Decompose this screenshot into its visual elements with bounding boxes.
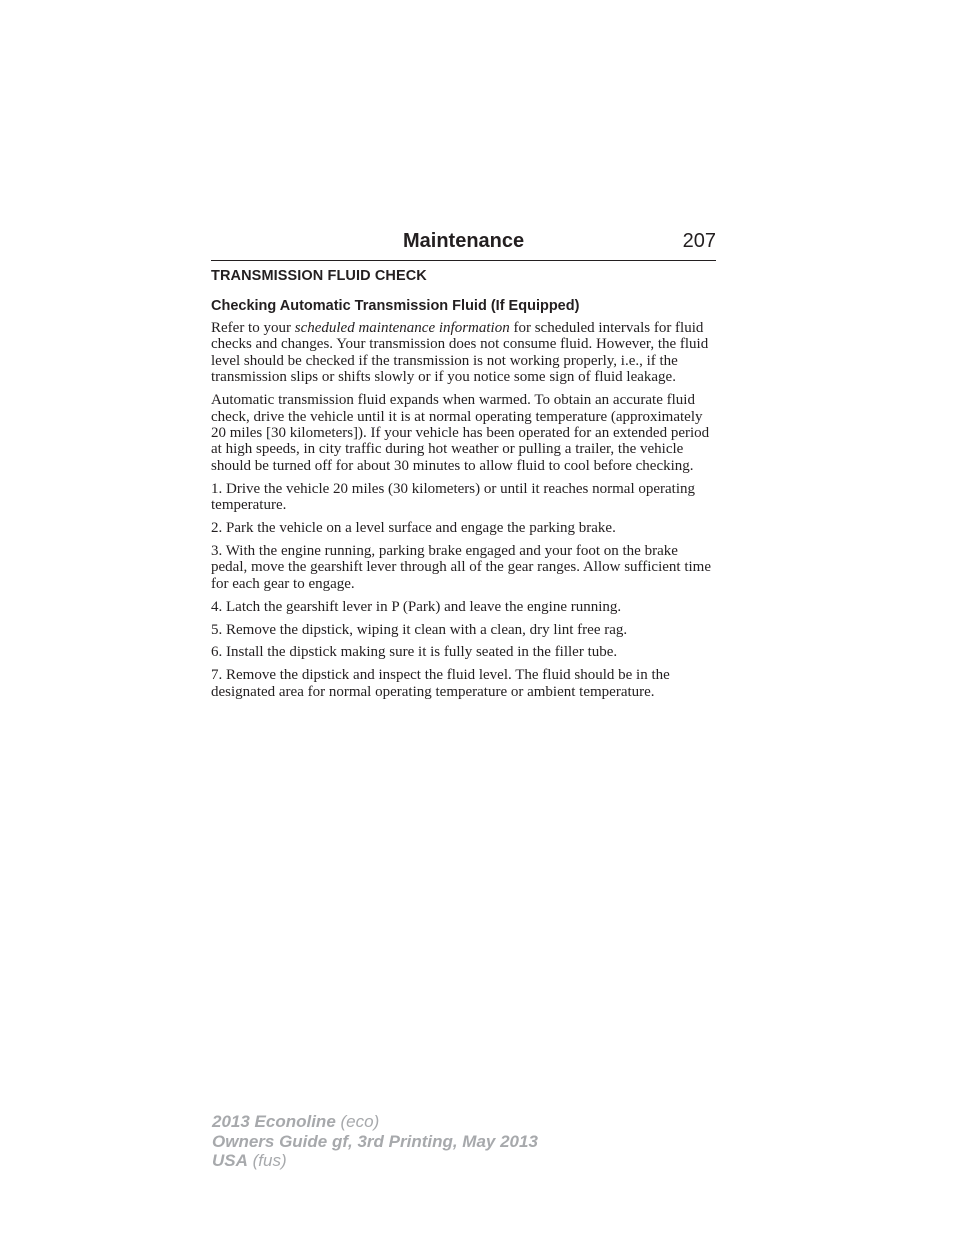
intro-prefix: Refer to your: [211, 320, 295, 336]
section-heading: TRANSMISSION FLUID CHECK: [211, 268, 427, 284]
chapter-title: Maintenance: [403, 230, 525, 252]
page-content: [211, 268, 716, 707]
intro-paragraph: [211, 320, 716, 386]
footer-market: USA: [212, 1151, 248, 1170]
step-4: 4. Latch the gearshift lever in P (Park) and leave the engine running.: [211, 598, 622, 615]
step-1: 1. Drive the vehicle 20 miles (30 kilometers) or until it reaches normal operating temperature.: [211, 480, 696, 514]
step-7: 7. Remove the dipstick and inspect the fluid level. The fluid should be in the designated area for normal operating temperature or ambient temperature.: [211, 667, 670, 700]
intro-reference: scheduled maintenance information: [294, 320, 510, 336]
step-5: 5. Remove the dipstick, wiping it clean with a clean, dry lint free rag.: [211, 621, 628, 638]
page-number: 207: [682, 230, 716, 252]
footer-model-code: (eco): [335, 1112, 380, 1131]
footer-model: 2013 Econoline: [212, 1112, 336, 1131]
page-footer: [212, 1112, 538, 1171]
footer-line-model: [212, 1112, 538, 1132]
step-6: 6. Install the dipstick making sure it is fully seated in the filler tube.: [211, 644, 618, 661]
page-header: [211, 228, 716, 261]
footer-guide: Owners Guide gf, 3rd Printing, May 2013: [212, 1131, 538, 1151]
footer-line-market: [212, 1151, 538, 1171]
footer-line-guide: [212, 1132, 538, 1152]
intro-suffix: for scheduled intervals for fluid checks and changes. Your transmission does not consume fluid. However, the fluid level should be checked if the transmission is not working properly, i.e., if the transmission slips or shifts slowly or if you notice some sign of fluid leakage.: [211, 320, 709, 386]
step-2: 2. Park the vehicle on a level surface and engage the parking brake.: [211, 519, 616, 536]
footer-market-code: (fus): [247, 1151, 287, 1170]
step-3: 3. With the engine running, parking brake engaged and your foot on the brake pedal, move the gearshift lever through all of the gear ranges. Allow sufficient time for each gear to engage.: [211, 542, 711, 592]
sub-heading: Checking Automatic Transmission Fluid (If Equipped): [211, 298, 580, 314]
warming-paragraph: Automatic transmission fluid expands when warmed. To obtain an accurate fluid check, drive the vehicle until it is at normal operating temperature (approximately 20 miles [30 kilometers]). If your vehicle has been operated for an extended period at high speeds, in city traffic during hot weather or pulling a trailer, the vehicle should be turned off for about 30 minutes to allow fluid to cool before checking.: [211, 392, 710, 474]
